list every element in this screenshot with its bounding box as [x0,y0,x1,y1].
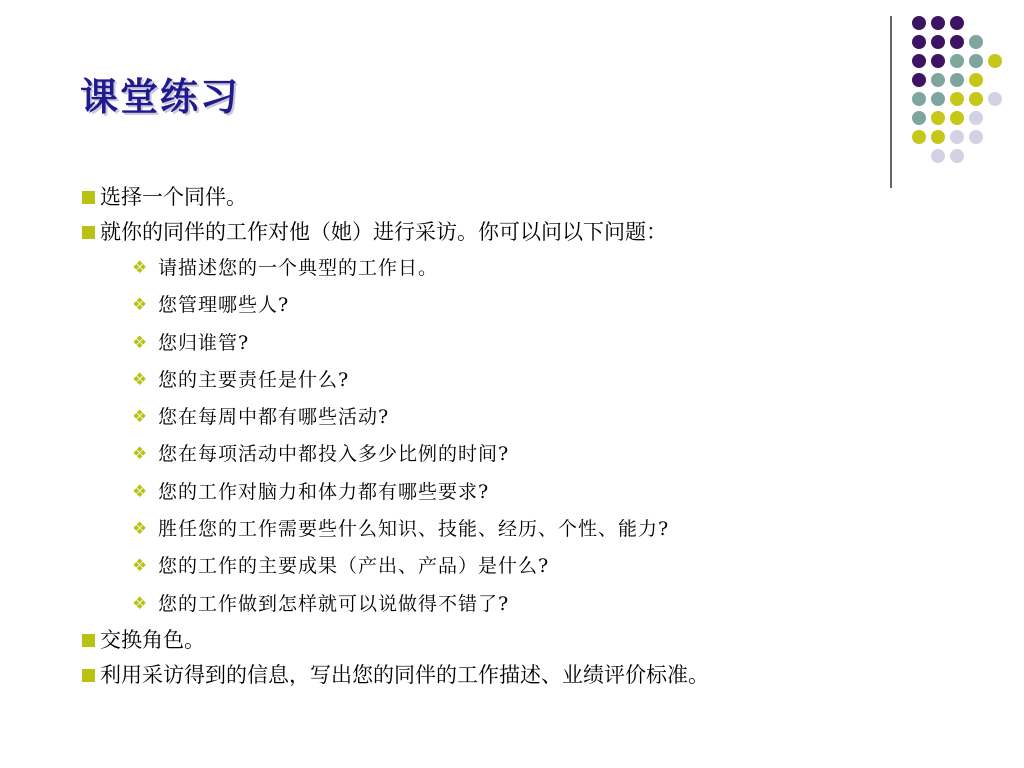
bullet-text: 选择一个同伴。 [100,185,247,209]
question-text: 您的工作的主要成果（产出、产品）是什么? [158,555,550,578]
diamond-bullet-icon: ❖ [132,332,148,353]
diamond-bullet-icon: ❖ [132,295,148,316]
decorative-dot [950,130,964,144]
question-text: 您归谁管? [158,331,250,354]
decorative-dot [969,111,983,125]
decorative-dot [912,130,926,144]
decorative-dot [931,111,945,125]
bullet-item [82,623,1002,658]
square-bullet-icon [82,226,95,239]
diamond-bullet-icon: ❖ [132,444,148,465]
question-text: 您的工作对脑力和体力都有哪些要求? [158,480,490,503]
square-bullet-icon [82,669,95,682]
decorative-dot [950,16,964,30]
decorative-dot [969,54,983,68]
decorative-dot [931,16,945,30]
decorative-dot [912,35,926,49]
sub-bullet-item [82,586,1002,623]
decorative-dot [950,92,964,106]
decorative-dot [969,35,983,49]
bullet-text: 就你的同伴的工作对他（她）进行采访。你可以问以下问题： [100,220,667,244]
decorative-dot [931,73,945,87]
sub-bullet-item [82,436,1002,473]
decorative-dot [950,149,964,163]
question-text: 您的主要责任是什么? [158,368,350,391]
question-text: 您管理哪些人? [158,294,290,317]
bullet-text: 利用采访得到的信息，写出您的同伴的工作描述、业绩评价标准。 [100,662,709,687]
decorative-dot [912,92,926,106]
decorative-dot [912,16,926,30]
decorative-dot [950,54,964,68]
diamond-bullet-icon: ❖ [132,407,148,428]
question-text: 请描述您的一个典型的工作日。 [158,257,439,279]
decorative-dot [912,54,926,68]
sub-bullet-item [82,287,1002,324]
sub-bullet-item [82,362,1002,399]
decorative-dot [950,35,964,49]
diamond-bullet-icon: ❖ [132,481,148,502]
decorative-dot [931,92,945,106]
bullet-text: 交换角色。 [100,627,205,652]
decorative-dot [950,73,964,87]
decorative-dot [912,111,926,125]
sub-bullet-item [82,511,1002,548]
question-text: 您的工作做到怎样就可以说做得不错了? [158,592,510,615]
decorative-divider [890,16,892,188]
slide-body [82,180,1002,693]
question-text: 您在每周中都有哪些活动? [158,406,390,429]
sub-bullet-item [82,548,1002,585]
decorative-dot [988,92,1002,106]
slide-title: 课堂练习 [80,75,241,119]
square-bullet-icon [82,191,95,204]
decorative-dot [931,35,945,49]
question-text: 胜任您的工作需要些什么知识、技能、经历、个性、能力? [158,518,670,541]
decorative-dot [931,130,945,144]
diamond-bullet-icon: ❖ [132,519,148,540]
diamond-bullet-icon: ❖ [132,369,148,390]
sub-bullet-item [82,325,1002,362]
bullet-item [82,180,1002,215]
decorative-dot [931,149,945,163]
decorative-dot [969,73,983,87]
decorative-dot [950,111,964,125]
square-bullet-icon [82,634,95,647]
decorative-dot [912,73,926,87]
bullet-item [82,658,1002,693]
bullet-item [82,215,1002,250]
diamond-bullet-icon: ❖ [132,593,148,614]
decorative-dot [988,54,1002,68]
sub-bullet-item [82,250,1002,287]
question-text: 您在每项活动中都投入多少比例的时间? [158,443,510,466]
decorative-dot [969,92,983,106]
sub-bullet-item [82,399,1002,436]
decorative-dot [969,130,983,144]
decorative-dot [931,54,945,68]
diamond-bullet-icon: ❖ [132,258,148,278]
sub-bullet-item [82,474,1002,511]
diamond-bullet-icon: ❖ [132,556,148,577]
